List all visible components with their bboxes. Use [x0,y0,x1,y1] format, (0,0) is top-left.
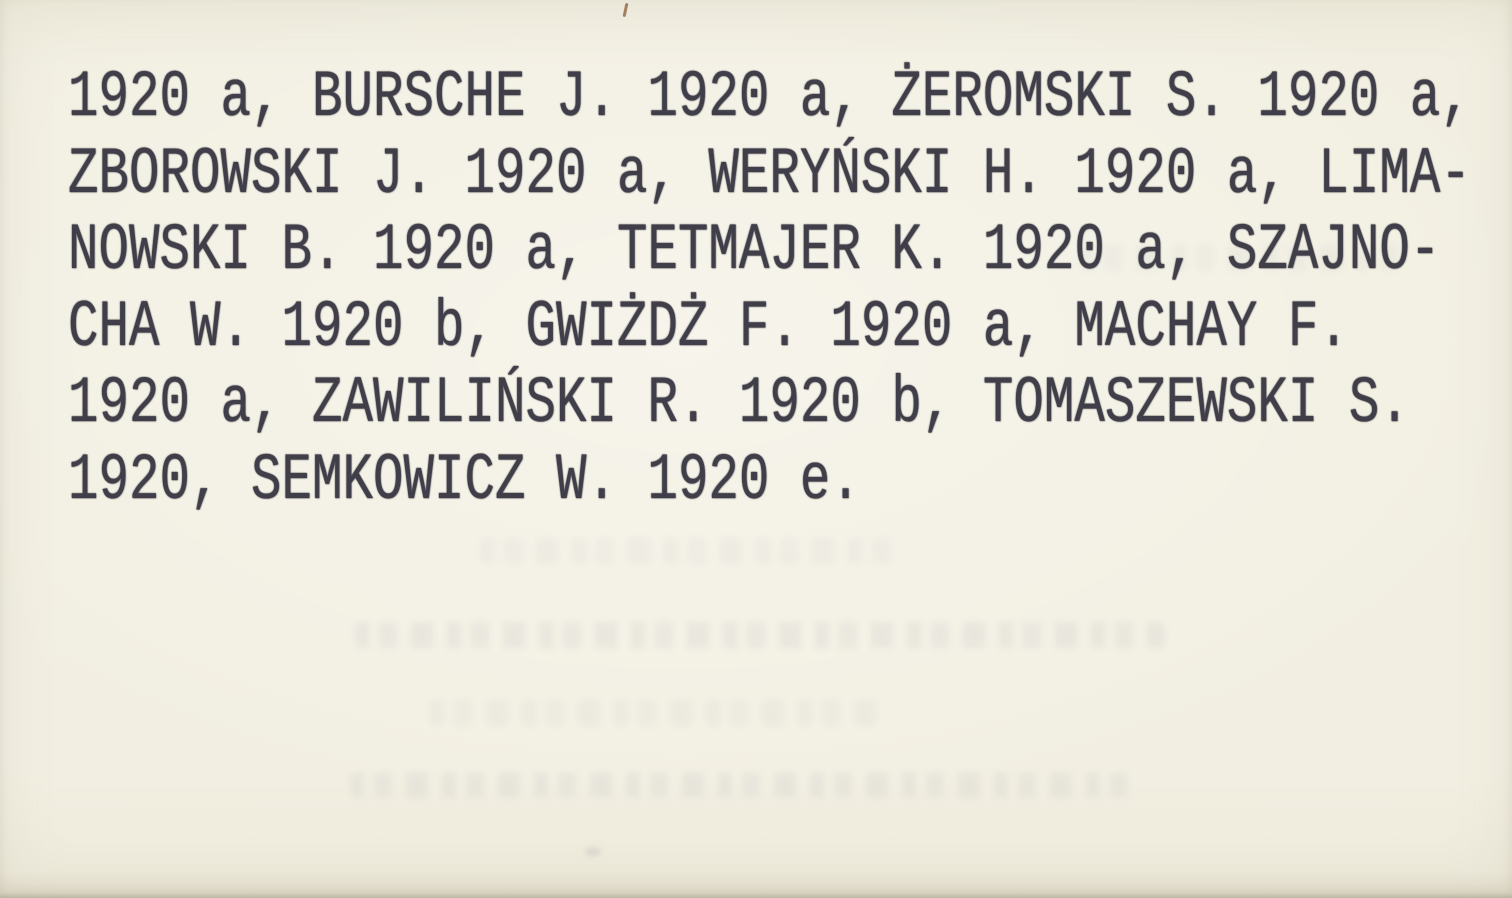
bleedthrough-smudge [480,538,900,564]
card-text [68,60,1512,519]
card-line: ZBOROWSKI J. 1920 a, WERYŃSKI H. 1920 a, LIMA- [68,136,1471,212]
paper-speck [623,3,629,17]
card-line: NOWSKI B. 1920 a, TETMAJER K. 1920 a, SZAJNO- [68,213,1441,288]
paper-smudge [585,848,601,856]
bleedthrough-smudge [430,700,880,726]
bleedthrough-smudge [355,622,1165,648]
card-line: 1920 a, ZAWILIŃSKI R. 1920 b, TOMASZEWSKI S. [68,366,1410,441]
card-line: CHA W. 1920 b, GWIŻDŻ F. 1920 a, MACHAY F. [68,289,1349,365]
card-line: 1920, SEMKOWICZ W. 1920 e. [68,442,861,518]
card-line: 1920 a, BURSCHE J. 1920 a, ŻEROMSKI S. 1920 a, [68,60,1471,135]
bleedthrough-smudge [350,772,1140,798]
